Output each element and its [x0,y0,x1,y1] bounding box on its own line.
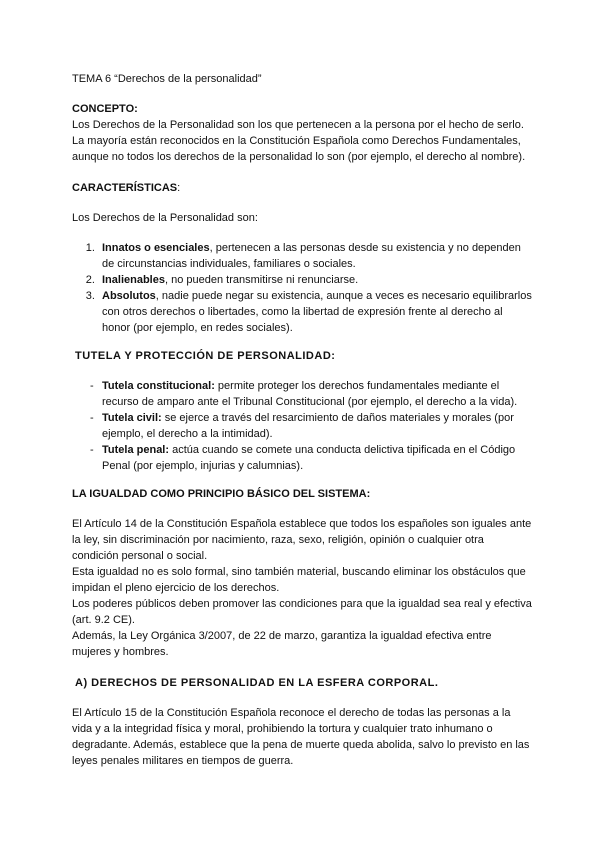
caracteristicas-intro: Los Derechos de la Personalidad son: [72,212,258,224]
esfera-corporal-heading: A) DERECHOS DE PERSONALIDAD EN LA ESFERA CORPORAL. [75,677,439,689]
tutela-list [72,378,532,474]
igualdad-paragraph-1: El Artículo 14 de la Constitución Española establece que todos los españoles son iguales ante la ley, sin discriminación por nacimiento, raza, sexo, religión, opinión o cualquier otra condición personal o social. [72,518,532,562]
section-esfera-corporal [72,675,532,769]
list-item-term: Tutela penal: [102,444,170,456]
caracteristicas-heading: CARACTERÍSTICAS [72,182,178,194]
list-item [98,288,532,336]
list-item-term: Innatos o esenciales [102,242,210,254]
igualdad-paragraph-2: Esta igualdad no es solo formal, sino también material, buscando eliminar los obstáculos que impidan el pleno ejercicio de los derechos. [72,566,526,594]
list-item [102,442,532,474]
tutela-heading: TUTELA Y PROTECCIÓN DE PERSONALIDAD: [75,350,336,362]
list-item-text: , nadie puede negar su existencia, aunque a veces es necesario equilibrarlos con otros derechos o libertades, como la libertad de expresión frente al derecho al honor (por ejemplo, en redes sociales). [102,290,532,334]
list-item-text: se ejerce a través del resarcimiento de daños materiales y morales (por ejemplo, el derecho a la intimidad). [102,412,514,440]
igualdad-paragraph-4: Además, la Ley Orgánica 3/2007, de 22 de marzo, garantiza la igualdad efectiva entre mujeres y hombres. [72,630,492,658]
list-item [98,272,532,288]
concepto-text: Los Derechos de la Personalidad son los que pertenecen a la persona por el hecho de serlo. La mayoría están reconocidos en la Constitución Española como Derechos Fundamentales, aunque no todos los derechos de la personalidad lo son (por ejemplo, el derecho al nombre). [72,119,526,163]
list-item-term: Inalienables [102,274,165,286]
section-igualdad [72,486,532,660]
caracteristicas-heading-colon: : [177,182,181,194]
list-item-term: Tutela civil: [102,412,162,424]
list-item-term: Tutela constitucional: [102,380,215,392]
igualdad-heading: LA IGUALDAD COMO PRINCIPIO BÁSICO DEL SISTEMA: [72,488,371,500]
igualdad-paragraph-3: Los poderes públicos deben promover las condiciones para que la igualdad sea real y efectiva (art. 9.2 CE). [72,598,532,626]
caracteristicas-list [72,240,532,336]
list-item-text: actúa cuando se comete una conducta delictiva tipificada en el Código Penal (por ejemplo, injurias y calumnias). [102,444,516,472]
section-tutela [72,348,532,474]
concepto-heading: CONCEPTO: [72,103,138,115]
document-title: TEMA 6 “Derechos de la personalidad” [72,73,262,85]
document-body [72,71,532,769]
esfera-corporal-text: El Artículo 15 de la Constitución Española reconoce el derecho de todas las personas a la vida y a la integridad física y moral, prohibiendo la tortura y cualquier trato inhumano o degradante. Además, establece que la pena de muerte queda abolida, salvo lo previsto en las leyes penales militares en tiempos de guerra. [72,707,530,767]
list-item-text: , pertenecen a las personas desde su existencia y no dependen de circunstancias individuales, familiares o sociales. [102,242,521,270]
list-item [98,240,532,272]
list-item-text: permite proteger los derechos fundamentales mediante el recurso de amparo ante el Tribunal Constitucional (por ejemplo, el derecho a la vida). [102,380,518,408]
list-item-term: Absolutos [102,290,156,302]
caracteristicas-heading-line [72,180,532,196]
list-item [102,410,532,442]
section-caracteristicas [72,180,532,336]
list-item-text: , no pueden transmitirse ni renunciarse. [164,274,359,286]
section-concepto [72,101,532,165]
list-item [102,378,532,410]
